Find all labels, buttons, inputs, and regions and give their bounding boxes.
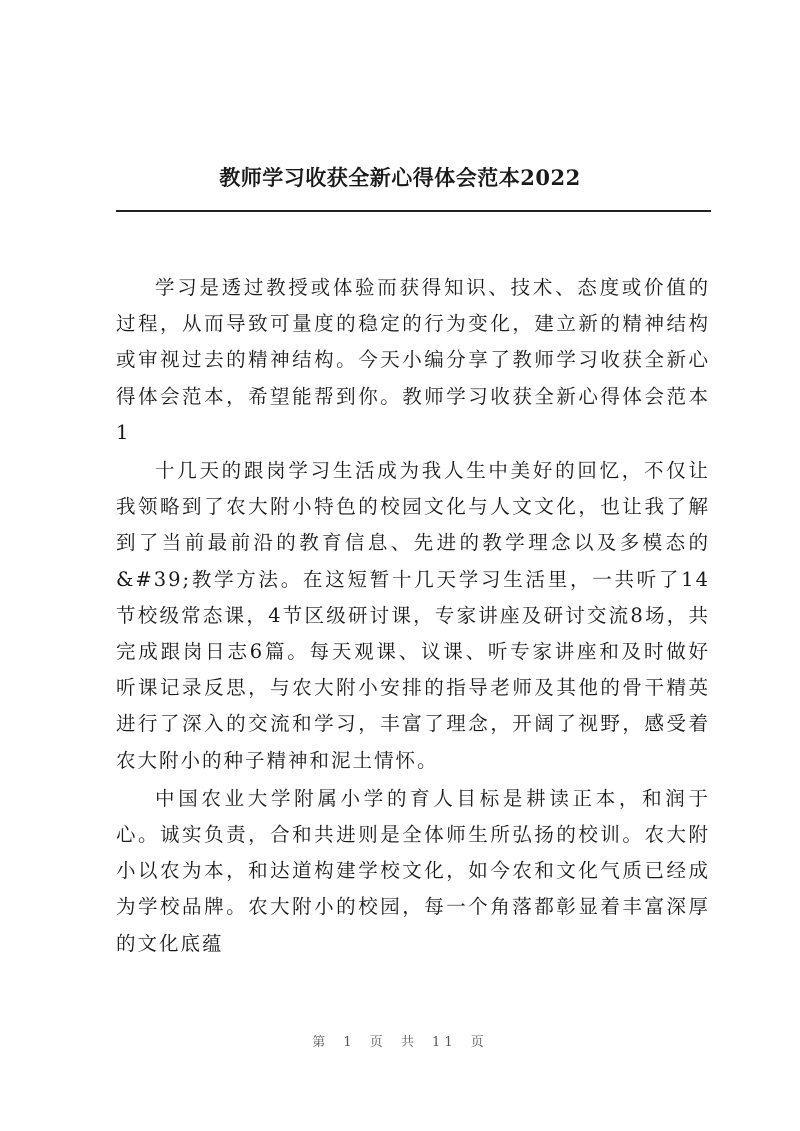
page-number: 第 1 页 共 11 页: [312, 1035, 488, 1050]
title-divider: [116, 210, 711, 212]
document-title: 教师学习收获全新心得体会范本2022: [219, 165, 581, 190]
paragraph: 学习是透过教授或体验而获得知识、技术、态度或价值的过程，从而导致可量度的稳定的行为变化，建立新的精神结构或审视过去的精神结构。今天小编分享了教师学习收获全新心得体会范本，希望能帮到你。教师学习收获全新心得体会范本1: [116, 276, 710, 444]
paragraph: 十几天的跟岗学习生活成为我人生中美好的回忆，不仅让我领略到了农大附小特色的校园文化与人文文化，也让我了解到了当前最前沿的教育信息、先进的教学理念以及多模态的&#39;教学方法。在这短暂十几天学习生活里，一共听了14节校级常态课，4节区级研讨课，专家讲座及研讨交流8场，共完成跟岗日志6篇。每天观课、议课、听专家讲座和及时做好听课记录反思，与农大附小安排的指导老师及其他的骨干精英进行了深入的交流和学习，丰富了理念，开阔了视野，感受着农大附小的种子精神和泥土情怀。: [116, 459, 710, 772]
paragraph: 中国农业大学附属小学的育人目标是耕读正本，和润于心。诚实负责，合和共进则是全体师生所弘扬的校训。农大附小以农为本，和达道构建学校文化，如今农和文化气质已经成为学校品牌。农大附小的校园，每一个角落都彰显着丰富深厚的文化底蕴: [116, 786, 710, 955]
document-body: [116, 270, 710, 964]
